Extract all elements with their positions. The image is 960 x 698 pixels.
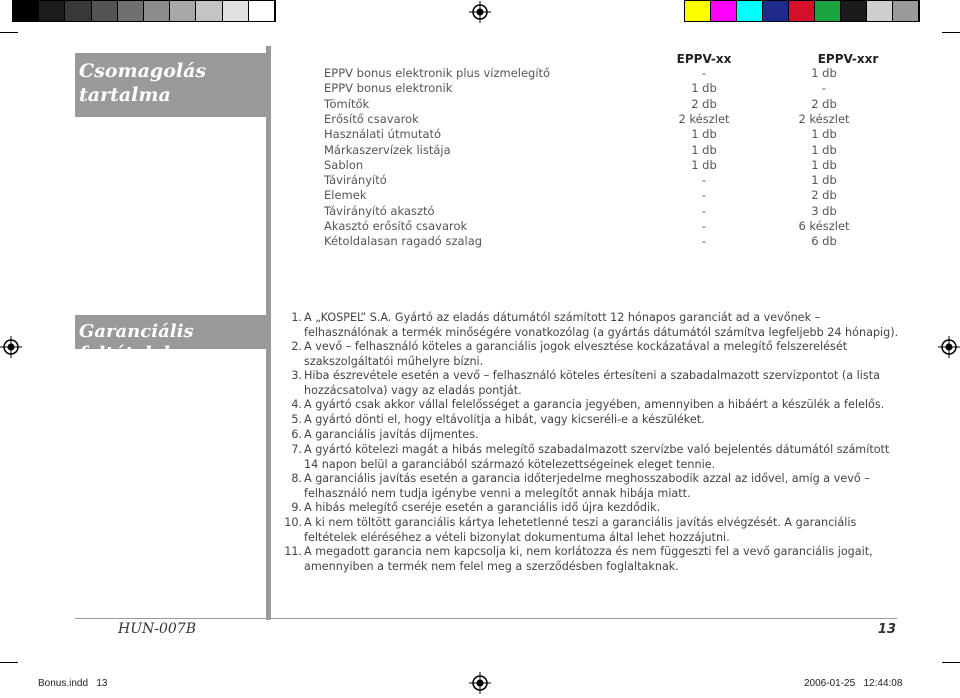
qty-eppv-xx: - <box>701 66 707 80</box>
color-swatch <box>867 1 893 21</box>
qty-eppv-xx: 1 db <box>691 142 717 157</box>
grayscale-swatch <box>13 1 39 21</box>
footer-rule <box>75 618 897 619</box>
list-item <box>282 516 902 545</box>
item-text: A „KOSPEL” S.A. Gyártó az eladás dátumától számított 12 hónapos garanciát ad a vevőnek – felhasználónak a termék minőségére vonatkozólag (a gyártás dátumától számítva legfeljebb 24 hónapig). <box>304 311 899 339</box>
table-row <box>324 143 884 158</box>
item-text: A gyártó csak akkor vállal felelősséget a garancia jegyében, amennyiben a hibáért a készülék a felelős. <box>304 398 885 411</box>
color-swatch <box>815 1 841 21</box>
item-number: 8. <box>291 472 302 485</box>
grayscale-swatch <box>65 1 91 21</box>
list-item <box>282 369 902 398</box>
item-text: A ki nem töltött garanciális kártya lehetetlenné teszi a garanciális javítás elvégzését. A garanciális feltételek eléréséhez a vételi bizonylat dokumentuma által lehet hozzájutni. <box>304 516 857 544</box>
item-name: Kétoldalasan ragadó szalag <box>324 234 483 249</box>
grayscale-swatch <box>144 1 170 21</box>
registration-mark-icon <box>469 1 491 23</box>
qty-eppv-xx: - <box>701 234 707 249</box>
qty-eppv-xx: 1 db <box>691 127 717 142</box>
qty-eppv-xx: 1 db <box>691 81 717 96</box>
list-item <box>282 545 902 574</box>
qty-eppv-xxr: 6 db <box>811 234 837 249</box>
qty-eppv-xxr: 3 db <box>811 203 837 218</box>
model-number: HUN-007B <box>118 621 196 637</box>
table-row <box>324 81 884 96</box>
item-number: 2. <box>291 340 302 353</box>
qty-eppv-xxr: 2 db <box>811 188 837 203</box>
item-name: Sablon <box>324 157 364 172</box>
list-item <box>282 443 902 472</box>
table-row <box>324 188 884 203</box>
section-title-warranty <box>75 315 267 364</box>
item-name: Használati útmutató <box>324 127 442 142</box>
slug-datetime: 2006-01-25 12:44:08 <box>804 678 903 689</box>
table-row <box>324 127 884 142</box>
list-item <box>282 311 902 340</box>
warranty-title-text: Garanciális feltételek <box>79 321 194 364</box>
qty-eppv-xxr: 1 db <box>811 127 837 142</box>
item-name: Elemek <box>324 188 367 203</box>
qty-eppv-xx: - <box>701 203 707 218</box>
crop-mark <box>0 32 18 33</box>
grayscale-swatch <box>39 1 65 21</box>
item-number: 6. <box>291 428 302 441</box>
color-swatch <box>763 1 789 21</box>
grayscale-swatch <box>118 1 144 21</box>
item-text: A hibás melegítő cseréje esetén a garanciális idő újra kezdődik. <box>304 501 661 514</box>
section-title-contents <box>75 53 267 117</box>
item-text: Hiba észrevétele esetén a vevő – felhasználó köteles értesíteni a szabadalmazott szervízpontot (a lista hozzácsatolva) vagy az eladás pontját. <box>304 369 880 397</box>
grayscale-swatch <box>223 1 249 21</box>
qty-eppv-xx: - <box>701 219 707 233</box>
item-text: A megadott garancia nem kapcsolja ki, nem korlátozza és nem függeszti fel a vevő garanciális jogait, amennyiben a termék nem felel meg a szerződésben foglaltaknak. <box>304 545 873 573</box>
item-name: Tömítők <box>324 96 370 111</box>
qty-eppv-xxr: 1 db <box>811 142 837 157</box>
crop-mark <box>0 662 18 663</box>
item-text: A vevő – felhasználó köteles a garanciális jogok elvesztése kockázatával a melegítő felszerelését szakszolgáltatói műhelyre bízni. <box>304 340 848 368</box>
qty-eppv-xx: 1 db <box>691 157 717 172</box>
slug-filename: Bonus.indd 13 <box>38 678 108 689</box>
list-item <box>282 428 902 443</box>
grayscale-swatch <box>170 1 196 21</box>
qty-eppv-xxr: 2 készlet <box>798 111 850 126</box>
crop-mark <box>942 662 960 663</box>
grayscale-swatch <box>249 1 275 21</box>
crop-mark <box>942 32 960 33</box>
item-number: 3. <box>291 369 302 382</box>
list-item <box>282 398 902 413</box>
table-row <box>324 112 884 127</box>
page-number: 13 <box>877 622 896 637</box>
item-number: 5. <box>291 413 302 426</box>
item-name: Márkaszervízek listája <box>324 142 451 157</box>
column-header-eppv-xxr: EPPV-xxr <box>817 52 879 66</box>
table-row <box>324 158 884 173</box>
item-number: 10. <box>284 516 302 529</box>
qty-eppv-xxr: 1 db <box>811 66 837 80</box>
item-name: Távirányító akasztó <box>324 203 435 218</box>
table-row <box>324 97 884 112</box>
list-item <box>282 340 902 369</box>
item-text: A gyártó kötelezi magát a hibás melegítő szabadalmazott szervízbe való bejelentés dátumától számított 14 napon belül a garanciából származó kötelezettségeinek eleget tennie. <box>304 443 890 471</box>
qty-eppv-xxr: 1 db <box>811 173 837 188</box>
grayscale-swatch <box>92 1 118 21</box>
registration-mark-icon <box>0 336 22 358</box>
grayscale-swatch <box>196 1 222 21</box>
grayscale-calibration-bar <box>12 0 276 22</box>
item-text: A garanciális javítás esetén a garancia időterjedelme meghosszabodik azzal az idővel, amíg a vevő – felhasználó nem tudja igénybe venni a melegítőt annak hibája miatt. <box>304 472 870 500</box>
qty-eppv-xxr: 2 db <box>811 96 837 111</box>
column-header-eppv-xx: EPPV-xx <box>676 52 732 66</box>
item-name: Távirányító <box>324 173 387 188</box>
list-item <box>282 501 902 516</box>
list-item <box>282 472 902 501</box>
color-swatch <box>893 1 919 21</box>
qty-eppv-xxr: - <box>821 81 827 96</box>
color-swatch <box>711 1 737 21</box>
item-number: 9. <box>291 501 302 514</box>
table-row <box>324 234 884 249</box>
item-text: A garanciális javítás díjmentes. <box>304 428 479 441</box>
registration-mark-icon <box>469 672 491 694</box>
item-name: EPPV bonus elektronik plus vízmelegítő <box>324 66 551 80</box>
item-name: Akasztó erősítő csavarok <box>324 219 468 233</box>
item-text: A gyártó dönti el, hogy eltávolítja a hibát, vagy kicseréli-e a készüléket. <box>304 413 705 426</box>
qty-eppv-xx: - <box>701 173 707 188</box>
item-number: 4. <box>291 398 302 411</box>
table-row <box>324 204 884 219</box>
qty-eppv-xxr: 1 db <box>811 157 837 172</box>
qty-eppv-xx: - <box>701 188 707 203</box>
item-name: EPPV bonus elektronik <box>324 81 453 96</box>
qty-eppv-xx: 2 db <box>691 96 717 111</box>
table-row <box>324 66 884 81</box>
color-calibration-bar <box>684 0 920 22</box>
table-row <box>324 219 884 234</box>
registration-mark-icon <box>938 336 960 358</box>
color-swatch <box>737 1 763 21</box>
item-name: Erősítő csavarok <box>324 111 419 126</box>
qty-eppv-xxr: 6 készlet <box>798 219 850 233</box>
color-swatch <box>789 1 815 21</box>
table-row <box>324 173 884 188</box>
item-number: 1. <box>291 311 302 324</box>
color-swatch <box>841 1 867 21</box>
item-number: 11. <box>284 545 302 558</box>
qty-eppv-xx: 2 készlet <box>678 111 730 126</box>
color-swatch <box>685 1 711 21</box>
list-item <box>282 413 902 428</box>
item-number: 7. <box>291 443 302 456</box>
contents-title-text: Csomagolás tartalma <box>79 60 207 106</box>
